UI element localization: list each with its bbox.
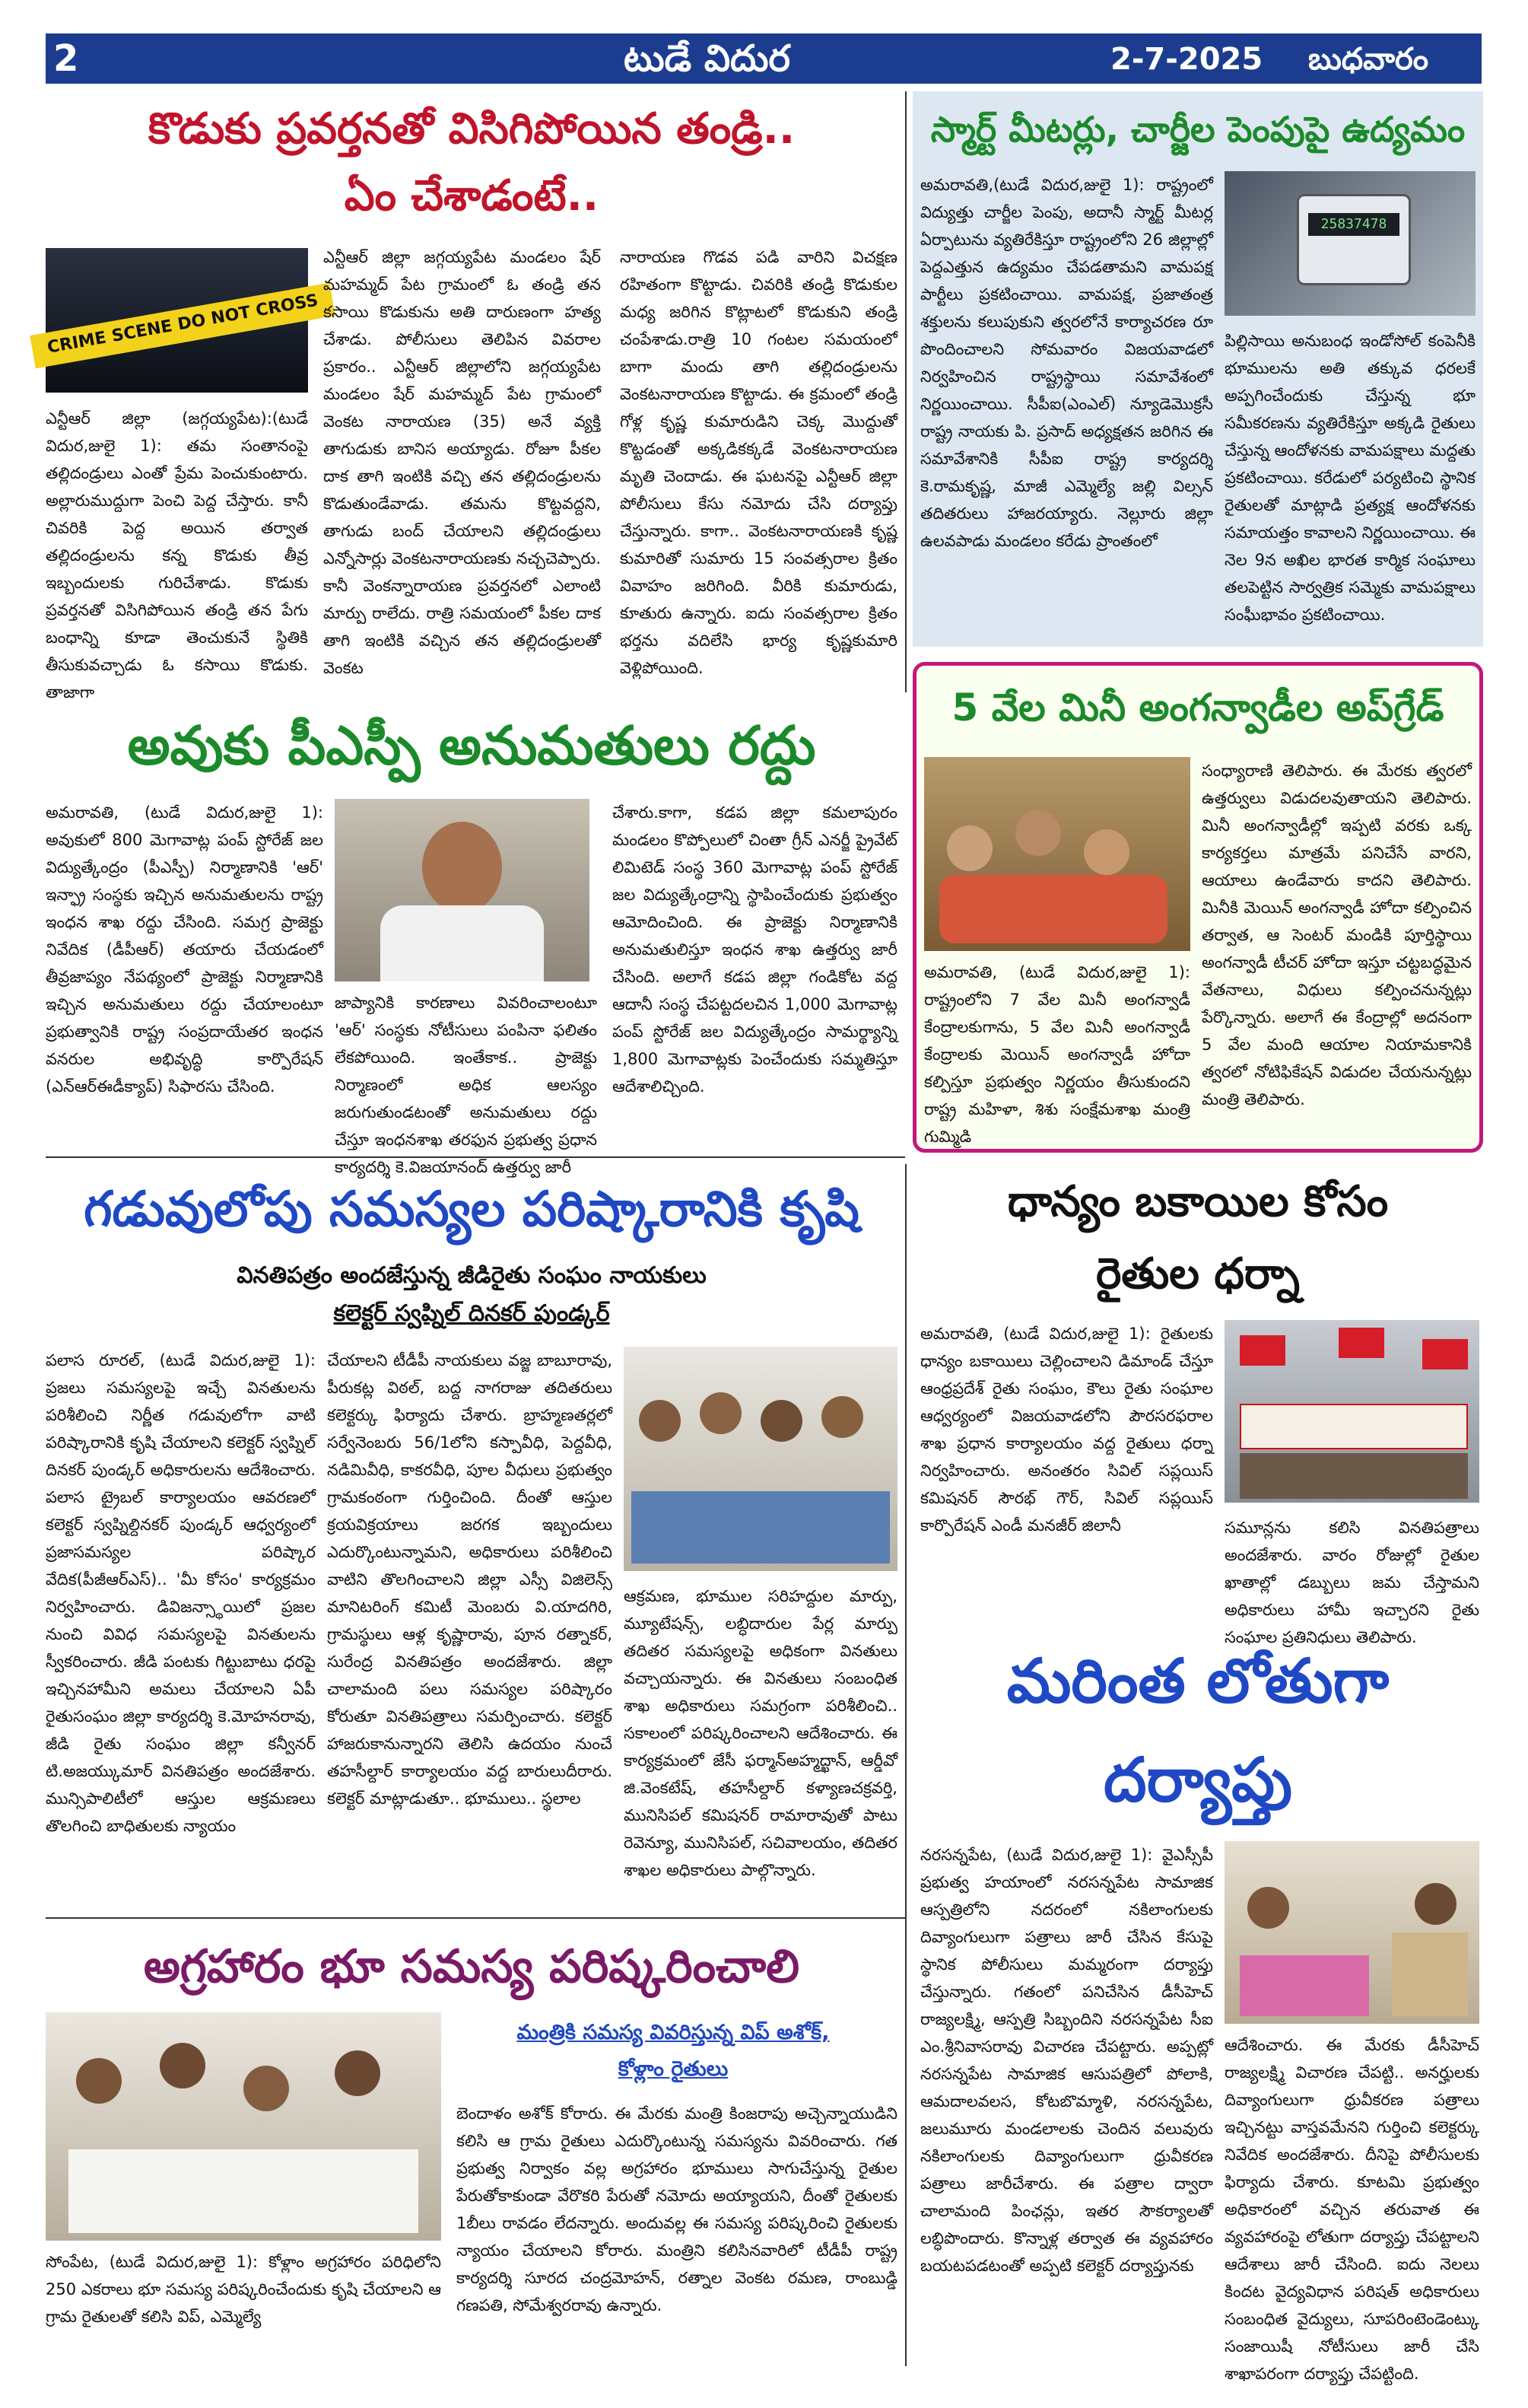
story7-headline-line1: మరింత లోతుగా	[1006, 1646, 1390, 1716]
smart-meter-photo	[1225, 171, 1476, 316]
story7-headline-line2: దర్యాప్తు	[1104, 1745, 1292, 1815]
story6-headline-line2: రైతుల ధర్నా	[1096, 1249, 1300, 1299]
story2-headline: స్మార్ట్ మీటర్లు, చార్జీల పెంపుపై ఉద్యమం	[930, 109, 1466, 150]
story3-column-1: అమరావతి, (టుడే విదుర,జులై 1): రాష్ట్రంలోని 7 వేల మినీ అంగన్వాడీ కేంద్రాలకుగాను, 5 వేల మినీ అంగన్వాడీ కేంద్రాలకు మెయిన్ అంగన్వాడీ హోదా కల్పిస్తూ ప్రభుత్వం నిర్ణయం తీసుకుందని రాష్ట్ర మహిళా, శిశు సంక్షేమశాఖ మంత్రి గుమ్మిడి	[924, 963, 1190, 1146]
story1-headline-line1: కొడుకు ప్రవర్తనతో విసిగిపోయిన తండ్రి..	[148, 104, 796, 154]
official-portrait-photo	[335, 799, 589, 981]
story4-headline: అవుకు పీఎస్పీ అనుమతులు రద్దు	[127, 714, 816, 777]
paper-name: టుడే విదుర	[624, 37, 790, 80]
story1-column-1: ఎన్టీఆర్ జిల్లా (జగ్గయ్యపేట):(టుడే విదుర,జులై 1): తమ సంతానంపై తల్లిదండ్రులు ఎంతో ప్రేమ పెంచుకుంటారు. అల్లారుముద్దుగా పెంచి పెద్ద చేస్తారు. కానీ చివరికి పెద్ద అయిన తర్వాత తల్లిదండ్రులను కన్న కొడుకు తీవ్ర ఇబ్బందులకు గురిచేశాడు. కొడుకు ప్రవర్తనతో విసిగిపోయిన తండ్రి తన పేగు బంధాన్ని కూడా తెంచుకునే స్థితికి తీసుకువచ్చాడు ఓ కసాయి కొడుకు. తాజాగా	[46, 409, 308, 701]
story8-column-1: సోంపేట, (టుడే విదుర,జులై 1): కోళ్లాం అగ్రహారం పరిధిలోని 250 ఎకరాలు భూ సమస్య పరిష్కరించేందుకు కృషి చేయాలని ఆ గ్రామ రైతులతో కలిసి విప్, ఎమ్మెల్యే	[46, 2253, 441, 2326]
story8-headline: అగ్రహారం భూ సమస్య పరిష్కరించాలి	[143, 1940, 800, 1993]
story7-column-1: నరసన్నపేట, (టుడే విదుర,జులై 1): వైఎస్సీపీ ప్రభుత్వ హయాంలో నరసన్నపేట సామాజిక ఆస్పత్రిలోని నదరంలో నకిలాంగులకు దివ్యాంగులుగా పత్రాలు జారీ చేసిన కేసుపై స్థానిక పోలీసులు మమ్మరంగా దర్యాప్తు చేస్తున్నారు. గతంలో పనిచేసిన డీసీహెచ్ రాజ్యలక్ష్మి, ఆస్పత్రి సిబ్బందిని నరసన్నపేట సీఐ ఎం.శ్రీనివాసరావు విచారణ చేపట్టారు. అప్పట్లో నరసన్నపేట సామాజిక ఆసుపత్రిలో పోలాకి, ఆమదాలవలస, కోటబొమ్మాళి, నరసన్నపేట, జలుమూరు మండలాలకు చెందిన వలువురు నకిలాంగులకు దివ్యాంగులుగా ధ్రువీకరణ పత్రాలు జారీచేశారు. ఈ పత్రాల ద్వారా చాలామంది పింఛన్లు, ఇతర సౌకర్యాలతో లబ్ధిపొందారు. కొన్నాళ్ల తర్వాత ఈ వ్యవహారం బయటపడటంతో అప్పటి కలెక్టర్ దర్యాప్తునకు	[920, 1846, 1213, 2275]
meter-reading: 25837478	[1308, 213, 1399, 236]
section-divider	[46, 1917, 905, 1919]
collector-meeting-photo	[624, 1347, 897, 1571]
story3-column-2: సంధ్యారాణి తెలిపారు. ఈ మేరకు త్వరలో ఉత్తర్వులు విడుదలవుతాయని తెలిపారు. మినీ అంగన్వాడీల్లో ఇప్పటి వరకు ఒక్క కార్యకర్తలు మాత్రమే పనిచేసే వారని, ఆయాలు ఉండేవారు కాదని తెలిపారు. మినీకి మెయిన్ అంగన్వాడీ హోదా కల్పించిన తర్వాత, ఆ సెంటర్ మండికి పూర్తిస్థాయి అంగన్వాడీ టీచర్ హోదా ఇస్తూ చట్టబద్ధమైన వేతనాలు, విధులు కల్పించనున్నట్లు పేర్కొన్నారు. అలాగే ఈ కేంద్రాల్లో అదనంగా 5 వేల మంది ఆయాల నియామకానికి త్వరలో నోటిఫికేషన్ విడుదల చేయనున్నట్లు మంత్రి తెలిపారు.	[1202, 762, 1472, 1109]
story1-headline-line2: ఏం చేశాడంటే..	[344, 171, 599, 221]
column-divider	[905, 1164, 907, 2366]
story6-column-1: అమరావతి, (టుడే విదుర,జులై 1): రైతులకు ధాన్యం బకాయిలు చెల్లించాలని డిమాండ్ చేస్తూ ఆంధ్రప్రదేశ్ రైతు సంఘం, కౌలు రైతు సంఘాల ఆధ్వర్యంలో విజయవాడలోని పౌరసరఫరాల శాఖ ప్రధాన కార్యాలయం వద్ద రైతులు ధర్నా నిర్వహించారు. అనంతరం సివిల్ సప్లయిస్ కమిషనర్ సౌరభ్ గౌర్, సివిల్ సప్లయిస్ కార్పొరేషన్ ఎండీ మనజీర్ జిలానీ	[920, 1325, 1213, 1535]
issue-weekday: బుధవారం	[1308, 42, 1428, 77]
story7-column-2: ఆదేశించారు. ఈ మేరకు డీసీహెచ్ రాజ్యలక్ష్మి విచారణ చేపట్టి.. అనర్హులకు దివ్యాంగులుగా ధ్రువీకరణ పత్రాలు ఇచ్చినట్టు వాస్తవమేనని గుర్తించి కలెక్టర్కు నివేదిక అందజేశారు. దీనిపై పోలీసులకు ఫిర్యాదు చేశారు. కూటమి ప్రభుత్వం అధికారంలో వచ్చిన తరువాత ఈ వ్యవహారంపై లోతుగా దర్యాప్తు చేపట్టాలని ఆదేశాలు జారీ చేసింది. ఐదు నెలలు కిందట వైద్యవిధాన పరిషత్ అధికారులు సంబంధిత వైద్యులు, సూపరింటెండెంట్కు సంజాయిషీ నోటీసులు జారీ చేసి శాఖాపరంగా దర్యాప్తు చేపట్టింది.	[1225, 2036, 1479, 2383]
story4-column-1: అమరావతి, (టుడే విదుర,జులై 1): అవుకులో 800 మెగావాట్ల పంప్ స్టోరేజ్ జల విద్యుత్కేంద్రం (పీఎస్పీ) నిర్మాణానికి 'ఆర్' ఇన్ఫ్రా సంస్థకు ఇచ్చిన అనుమతులను రాష్ట్ర ఇంధన శాఖ రద్దు చేసింది. సమగ్ర ప్రాజెక్టు నివేదిక (డీపీఆర్) తయారు చేయడంలో తీవ్రజాప్యం నేపథ్యంలో ప్రాజెక్టు నిర్మాణానికి ఇచ్చిన అనుమతులు రద్దు చేయాలంటూ ప్రభుత్వానికి రాష్ట్ర సంప్రదాయేతర ఇంధన వనరుల అభివృద్ధి కార్పొరేషన్ (ఎన్ఆర్ఈడీక్యాప్) సిఫారసు చేసింది.	[46, 803, 323, 1096]
story6-column-2: సమూన్లను కలిసి వినతిపత్రాలు అందజేశారు. వారం రోజుల్లో రైతుల ఖాతాల్లో డబ్బులు జమ చేస్తామని అధికారులు హామీ ఇచ్చారని రైతు సంఘాల ప్రతినిధులు తెలిపారు.	[1225, 1519, 1479, 1646]
story8-caption-2: కోళ్లాం రైతులు	[618, 2057, 729, 2081]
story2-column-1: అమరావతి,(టుడే విదుర,జులై 1): రాష్ట్రంలో విద్యుత్తు చార్జీల పెంపు, అదానీ స్మార్ట్ మీటర్ల ఏర్పాటును వ్యతిరేకిస్తూ రాష్ట్రంలోని 26 జిల్లాల్లో పెద్దఎత్తున ఉద్యమం చేపడతామని వామపక్ష పార్టీలు ప్రకటించాయి. వామపక్ష, ప్రజాతంత్ర శక్తులను కలుపుకుని త్వరలోనే కార్యాచరణ రూ పొందించాలని సోమవారం విజయవాడలో నిర్వహించిన రాష్ట్రస్థాయి సమావేశంలో నిర్ణయించాయి. సీపీఐ(ఎంఎల్) న్యూడెమొక్రసీ రాష్ట్ర నాయకు పి. ప్రసాద్ అధ్యక్షతన జరిగిన ఈ సమావేశానికి సీపీఐ రాష్ట్ర కార్యదర్శి కె.రామకృష్ణ, మాజీ ఎమ్మెల్యే జల్లి విల్సన్ తదితరులు హాజరయ్యారు. నెల్లూరు జిల్లా ఉలవపాడు మండలం కరేడు ప్రాంతంలో	[920, 176, 1213, 550]
masthead	[46, 33, 1482, 84]
anganwadi-children-photo	[924, 757, 1190, 951]
issue-date: 2-7-2025	[1110, 42, 1263, 77]
minister-meeting-photo	[46, 2012, 441, 2241]
story8-column-2: బెందాళం అశోక్ కోరారు. ఈ మేరకు మంత్రి కింజరాపు అచ్చెన్నాయుడిని కలిసి ఆ గ్రామ రైతులు ఎదుర్కొంటున్న సమస్యను వివరించారు. గత ప్రభుత్వ నిర్వాకం వల్ల అగ్రహారం భూములు సాగుచేస్తున్న రైతుల పేరుతోకాకుండా వేరొకరి పేరుతో నమోదు అయ్యాయని, దీంతో రైతులకు 1బీలు రావడం లేదన్నారు. అందువల్ల ఈ సమస్య పరిష్కరించి రైతులకు న్యాయం చేయాలని కోరారు. మంత్రిని కలిసినవారిలో టీడీపీ రాష్ట్ర కార్యదర్శి సూరద చంద్రమోహన్, రత్నాల వెంకట రమణ, రాంబుడ్డి గణపతి, సోమేశ్వరరావు ఉన్నారు.	[456, 2104, 897, 2314]
farmers-protest-photo	[1225, 1320, 1479, 1503]
crime-scene-photo	[46, 248, 320, 393]
story8-caption-1: మంత్రికి సమస్య వివరిస్తున్న విప్ అశోక్,	[516, 2021, 830, 2044]
story1-column-2: ఎన్టీఆర్ జిల్లా జగ్గయ్యపేట మండలం షేర్ మహమ్మద్ పేట గ్రామంలో ఓ తండ్రి తన కసాయి కొడుకును అతి దారుణంగా హత్య చేశాడు. పోలీసులు తెలిపిన వివరాల ప్రకారం.. ఎన్టీఆర్ జిల్లాలోని జగ్గయ్యపేట మండలం షేర్ మహమ్మద్ పేట గ్రామంలో వెంకట నారాయణ (35) అనే వ్యక్తి తాగుడుకు బానిస అయ్యాడు. రోజూ పీకల దాక తాగి ఇంటికి వచ్చి తన తల్లిదండ్రులను కొడుతుండేవాడు. తమను కొట్టవద్దని, తాగుడు బంద్ చేయాలని తల్లిదండ్రులు ఎన్నోసార్లు వెంకటనారాయణకు నచ్చచెప్పారు. కానీ వెంకన్నారాయణ ప్రవర్తనలో ఎలాంటి మార్పు రాలేదు. రాత్రి సమయంలో పీకల దాక తాగి ఇంటికి వచ్చిన తన తల్లిదండ్రులతో వెంకట	[323, 248, 601, 677]
story4-column-3: చేశారు.కాగా, కడప జిల్లా కమలాపురం మండలం కొప్పోలులో చింతా గ్రీన్ ఎనర్జీ ప్రైవేట్ లిమిటెడ్ సంస్థ 360 మెగావాట్ల పంప్ స్టోరేజ్ జల విద్యుత్కేంద్రాన్ని స్థాపించేందుకు ప్రభుత్వం ఆమోదించింది. ఈ ప్రాజెక్టు నిర్మాణానికి అనుమతులిస్తూ ఇంధన శాఖ ఉత్తర్వు జారీ చేసింది. అలాగే కడప జిల్లా గండికోట వద్ద ఆదానీ సంస్థ చేపట్టదలచిన 1,000 మెగావాట్ల పంప్ స్టోరేజ్ జల విద్యుత్కేంద్రం సామర్థ్యాన్ని 1,800 మెగావాట్లకు పెంచేందుకు సమ్మతిస్తూ ఆదేశాలిచ్చింది.	[612, 803, 897, 1096]
story1-column-3: నారాయణ గొడవ పడి వారిని విచక్షణ రహితంగా కొట్టాడు. చివరికి తండ్రి కొడుకుల మధ్య జరిగిన కొట్లాటలో కొడుకుని తండ్రి చంపేశాడు.రాత్రి 10 గంటల సమయంలో బాగా మందు తాగి తల్లిదండ్రులను వెంకటనారాయణ కొట్టాడు. ఈ క్రమంలో తండ్రి గోళ్ల కృష్ణ కుమారుడిని చెక్క మొద్దుతో కొట్టడంతో అక్కడికక్కడే వెంకటనారాయణ మృతి చెందాడు. ఈ ఘటనపై ఎన్టీఆర్ జిల్లా పోలీసులు కేసు నమోదు చేసి దర్యాప్తు చేస్తున్నారు. కాగా.. వెంకటనారాయణకి కృష్ణ కుమారితో సుమారు 15 సంవత్సరాల క్రితం వివాహం జరిగింది. వీరికి కుమారుడు, కూతురు ఉన్నారు. ఐదు సంవత్సరాల క్రితం భర్తను వదిలేసి భార్య కృష్ణకుమారి వెళ్లిపోయింది.	[620, 248, 897, 677]
story5-column-1: పలాస రూరల్, (టుడే విదుర,జులై 1): ప్రజలు సమస్యలపై ఇచ్చే వినతులను పరిశీలించి నిర్ణీత గడువులోగా వాటి పరిష్కారానికి కృషి చేయాలని కలెక్టర్ స్వప్నిల్ దినకర్ పుండ్కర్ అధికారులను ఆదేశించారు. పలాస ట్రైబల్ కార్యాలయం ఆవరణలో కలెక్టర్ స్వప్నిల్దినకర్ పుండ్కర్ ఆధ్వర్యంలో ప్రజాసమస్యల పరిష్కార వేదిక(పీజీఆర్ఎస్).. 'మీ కోసం' కార్యక్రమం నిర్వహించారు. డివిజన్స్థాయిలో ప్రజల నుంచి వివిధ సమస్యలపై వినతులను స్వీకరించారు. జీడి పంటకు గిట్టుబాటు ధరపై ఇచ్చినహామీని అమలు చేయాలని ఏపీ రైతుసంఘం జిల్లా కార్యదర్శి కె.మోహనరావు, జీడి రైతు సంఘం జిల్లా కన్వీనర్ టి.అజయ్కుమార్ వినతిపత్రం అందజేశారు. మున్సిపాలిటీలో ఆస్తుల ఆక్రమణలు తొలగించి బాధితులకు న్యాయం	[46, 1351, 316, 1835]
story5-headline: గడువులోపు సమస్యల పరిష్కారానికి కృషి	[84, 1182, 859, 1238]
story5-column-2: చేయాలని టీడీపీ నాయకులు వజ్జ బాబూరావు, పీరుకట్ల విఠల్, బద్ద నాగరాజు తదితరులు కలెక్టర్కు ఫిర్యాదు చేశారు. బ్రాహ్మణతర్లలో సర్వేనెంబరు 56/1లోని కస్పావీధి, పెద్దవీధి, నడిమివీధి, కాకరవీధి, పూల వీధులు ప్రభుత్వం గ్రామకంఠంగా గుర్తించింది. దీంతో ఆస్తుల క్రయవిక్రయాలు జరగక ఇబ్బందులు ఎదుర్కొంటున్నామని, అధికారులు పరిశీలించి వాటిని తొలగించాలని జిల్లా ఎస్సీ విజిలెన్స్ మానిటరింగ్ కమిటీ మెంబరు వి.యాదగిరి, గ్రామస్థులు ఆళ్ల కృష్ణారావు, పూన రత్నాకర్, సురేంద్ర వినతిపత్రం అందజేశారు. జిల్లా చాలామంది పలు సమస్యల పరిష్కారం కోరుతూ వినతిపత్రాలు సమర్పించారు. కలెక్టర్ హాజరుకానున్నారని తెలిసి ఉదయం నుంచే తహసీల్దార్ కార్యాలయం వద్ద బారులుదీరారు. కలెక్టర్ మాట్లాడుతూ.. భూములు.. స్థలాల	[327, 1351, 612, 1808]
police-inquiry-photo	[1225, 1841, 1479, 2024]
story3-headline: 5 వేల మినీ అంగన్వాడీల అప్‌గ్రేడ్	[951, 686, 1444, 730]
story5-column-3: ఆక్రమణ, భూముల సరిహద్దుల మార్పు, మ్యూటేషన్స్, లబ్ధిదారుల పేర్ల మార్పు తదితర సమస్యలపై అధికంగా వినతులు వచ్చాయన్నారు. ఈ వినతులు సంబంధిత శాఖ అధికారులు సమగ్రంగా పరిశీలించి.. సకాలంలో పరిష్కరించాలని ఆదేశించారు. ఈ కార్యక్రమంలో జేసీ ఫర్మాన్అహ్మద్ఖాన్, ఆర్డీవో జి.వెంకటేష్, తహసీల్దార్ కళ్యాణచక్రవర్తి, మునిసిపల్ కమిషనర్ రామారావుతో పాటు రెవెన్యూ, మునిసిపల్, సచివాలయం, తదితర శాఖల అధికారులు పాల్గొన్నారు.	[624, 1587, 897, 1879]
story5-subheadline-2: కలెక్టర్ స్వప్నిల్ దినకర్ పుండ్కర్	[333, 1300, 610, 1327]
page-number: 2	[53, 37, 79, 80]
story2-column-2: పిల్లిసాయి అనుబంధ ఇండోసోల్ కంపెనీకి భూములను అతి తక్కువ ధరలకే అప్పగించేందుకు చేస్తున్న భూ సమీకరణను వ్యతిరేకిస్తూ అక్కడి రైతులు చేస్తున్న ఆందోళనకు వామపక్షాలు మద్దతు ప్రకటించాయి. కరేడులో పర్యటించి స్థానిక రైతులతో మాట్లాడి ప్రత్యక్ష ఆందోళనకు సమాయత్తం కావాలని నిర్ణయించాయి. ఈ నెల 9న అఖిల భారత కార్మిక సంఘాలు తలపెట్టిన సార్వత్రిక సమ్మెకు వామపక్షాలు సంఘీభావం ప్రకటించాయి.	[1225, 332, 1476, 624]
crime-tape-text: CRIME SCENE DO NOT CROSS	[46, 291, 320, 358]
story6-headline-line1: ధాన్యం బకాయిల కోసం	[1007, 1177, 1389, 1226]
story4-column-2: జాప్యానికి కారణాలు వివరించాలంటూ 'ఆర్' సంస్థకు నోటీసులు పంపినా ఫలితం లేకపోయింది. ఇంతేకాక.. ప్రాజెక్టు నిర్మాణంలో అధిక ఆలస్యం జరుగుతుండటంతో అనుమతులు రద్దు చేస్తూ ఇంధనశాఖ తరఫున ప్రభుత్వ ప్రధాన కార్యదర్శి కె.విజయానంద్ ఉత్తర్వు జారీ	[335, 994, 597, 1176]
section-divider	[46, 1156, 905, 1158]
story5-subheadline-1: వినతిపత్రం అందజేస్తున్న జీడిరైతు సంఘం నాయకులు	[237, 1262, 707, 1289]
column-divider	[905, 91, 907, 692]
